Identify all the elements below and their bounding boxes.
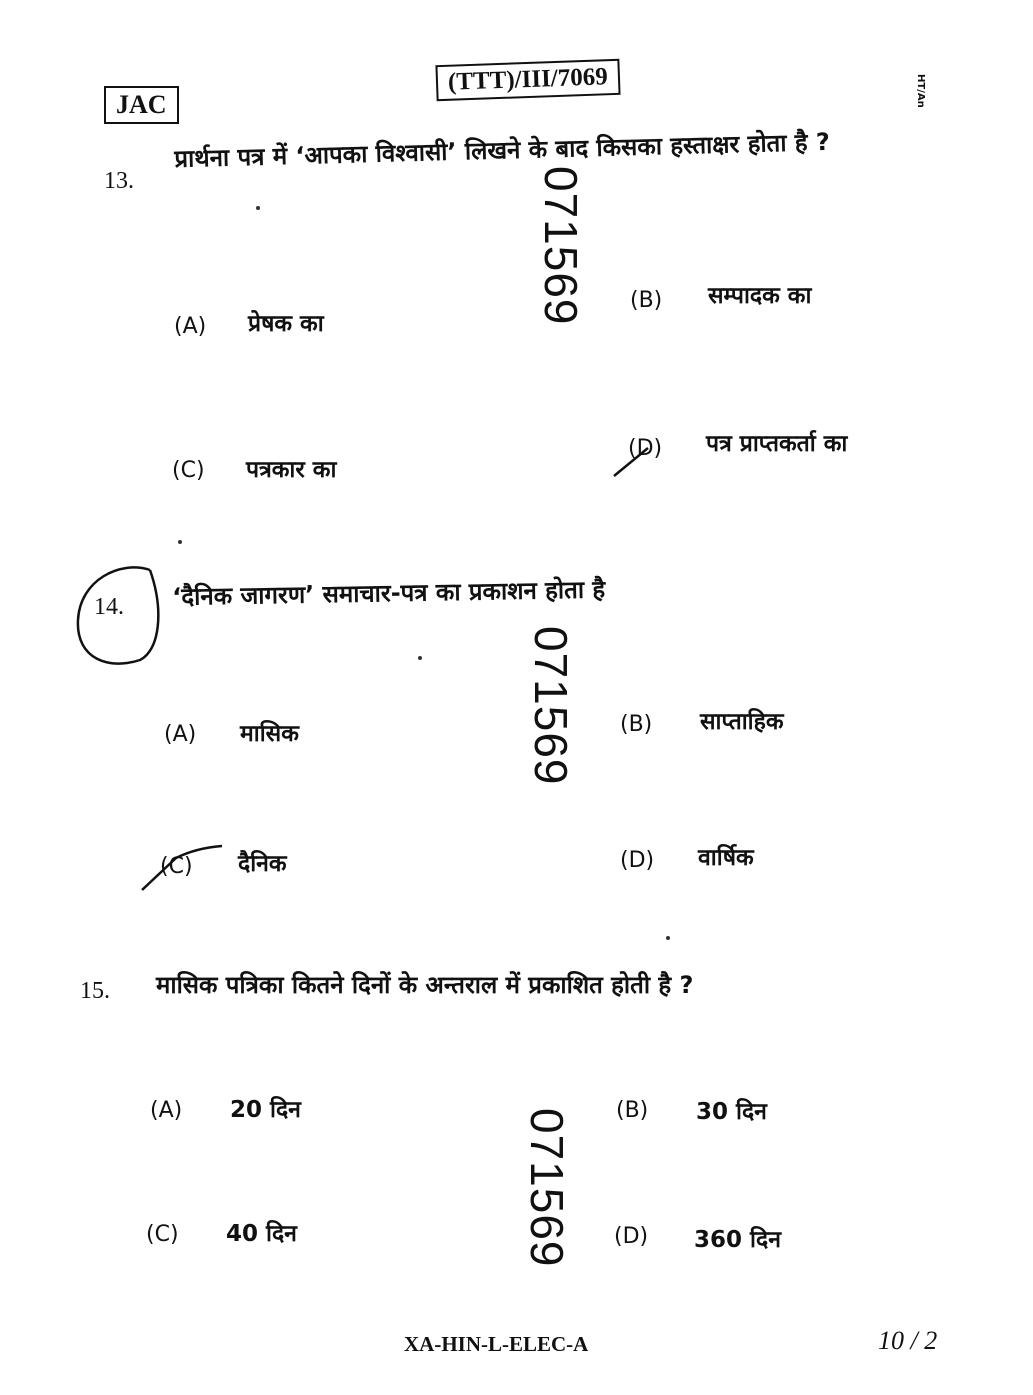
q15-option-b-label: (B) (616, 1098, 649, 1123)
question-14-text: ‘दैनिक जागरण’ समाचार-पत्र का प्रकाशन होता है (172, 575, 606, 611)
q14-circle-mark (78, 567, 158, 663)
stray-dot (256, 206, 260, 210)
q15-option-b-text: 30 दिन (696, 1099, 767, 1125)
q13-option-a-label: (A) (174, 314, 207, 339)
question-13-text: प्रार्थना पत्र में ‘आपका विश्वासी’ लिखने के बाद किसका हस्ताक्षर होता है ? (174, 127, 831, 173)
subject-code: XA-HIN-L-ELEC-A (404, 1332, 589, 1356)
q13-option-b-label: (B) (630, 288, 663, 313)
question-13-number: 13. (104, 168, 134, 194)
q15-option-d-label: (D) (614, 1224, 649, 1249)
q13-option-d-label: (D) (628, 436, 663, 461)
serial-number-2: 071569 (525, 626, 577, 786)
corner-mark: HT/An (915, 74, 926, 108)
stray-dot (178, 540, 182, 544)
stray-dot (418, 656, 422, 660)
q14-option-a-text: मासिक (240, 721, 299, 747)
stray-dot (666, 936, 670, 940)
q14-option-b-label: (B) (620, 712, 653, 737)
q15-option-a-text: 20 दिन (230, 1097, 301, 1123)
q14-option-c-text: दैनिक (238, 851, 287, 877)
q14-option-b-text: साप्ताहिक (700, 709, 784, 735)
q15-option-a-label: (A) (150, 1098, 183, 1123)
q15-option-d-text: 360 दिन (694, 1227, 781, 1253)
q13-option-d-text: पत्र प्राप्तकर्ता का (706, 431, 848, 457)
question-15-text: मासिक पत्रिका कितने दिनों के अन्तराल में प्रकाशित होती है ? (156, 971, 694, 999)
q13-option-c-text: पत्रकार का (246, 457, 337, 483)
q14-option-a-label: (A) (164, 722, 197, 747)
page-number: 10 / 2 (878, 1326, 938, 1355)
q13-option-b-text: सम्पादक का (708, 283, 812, 309)
q14-c-tick-mark (142, 846, 222, 890)
serial-number-1: 071569 (535, 166, 587, 326)
q15-option-c-label: (C) (146, 1222, 179, 1247)
question-15-number: 15. (80, 978, 110, 1004)
q14-option-d-text: वार्षिक (698, 845, 754, 871)
question-14-number: 14. (94, 594, 124, 620)
q15-option-c-text: 40 दिन (226, 1221, 297, 1247)
serial-number-3: 071569 (521, 1108, 573, 1268)
q13-d-tick-mark (614, 448, 648, 476)
q13-option-a-text: प्रेषक का (248, 311, 324, 337)
q14-option-c-label: (C) (160, 854, 193, 879)
q13-option-c-label: (C) (172, 458, 205, 483)
paper-code: (TTT)/III/7069 (435, 59, 620, 101)
board-label: JAC (104, 86, 179, 124)
q14-option-d-label: (D) (620, 848, 655, 873)
